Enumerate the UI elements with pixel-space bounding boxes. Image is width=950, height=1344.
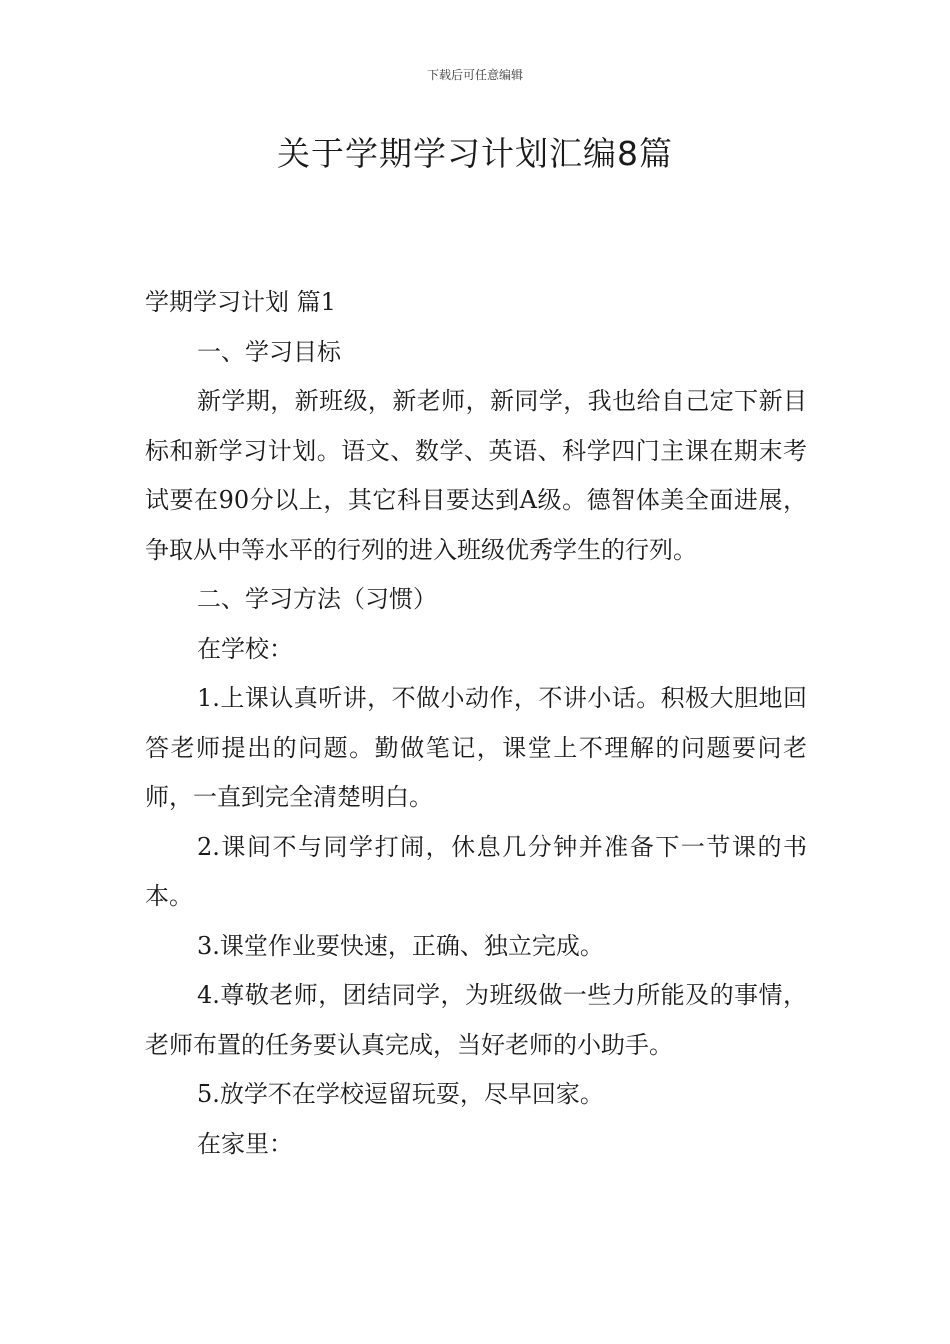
subheading-at-home: 在家里： — [197, 1129, 293, 1158]
document-title: 关于学期学习计划汇编8篇 — [277, 134, 673, 173]
header-note: 下载后可任意编辑 — [426, 68, 523, 82]
subheading-at-school: 在学校： — [197, 634, 293, 663]
list-item-5: 5.放学不在学校逗留玩耍，尽早回家。 — [197, 1080, 604, 1108]
list-item-3: 3.课堂作业要快速，正确、独立完成。 — [197, 931, 604, 960]
list-item-2: 2.课间不与同学打闹，休息几分钟并准备下一节课的书本。 — [145, 832, 807, 910]
paragraph-goals: 新学期，新班级，新老师，新同学，我也给自己定下新目标和新学习计划。语文、数学、英语、科学四门主课在期末考试要在90分以上，其它科目要达到A级。德智体美全面进展，争取从中等水平的行列的进入班级优秀学生的行列。 — [145, 387, 807, 564]
section-heading: 学期学习计划 篇1 — [145, 288, 336, 316]
document-body — [145, 278, 807, 1169]
list-item-1: 1.上课认真听讲，不做小动作，不讲小话。积极大胆地回答老师提出的问题。勤做笔记，课堂上不理解的问题要问老师，一直到完全清楚明白。 — [145, 684, 807, 811]
subheading-goals: 一、学习目标 — [197, 337, 341, 366]
list-item-4: 4.尊敬老师，团结同学，为班级做一些力所能及的事情，老师布置的任务要认真完成，当好老师的小助手。 — [145, 981, 807, 1059]
subheading-methods: 二、学习方法（习惯） — [197, 585, 437, 613]
